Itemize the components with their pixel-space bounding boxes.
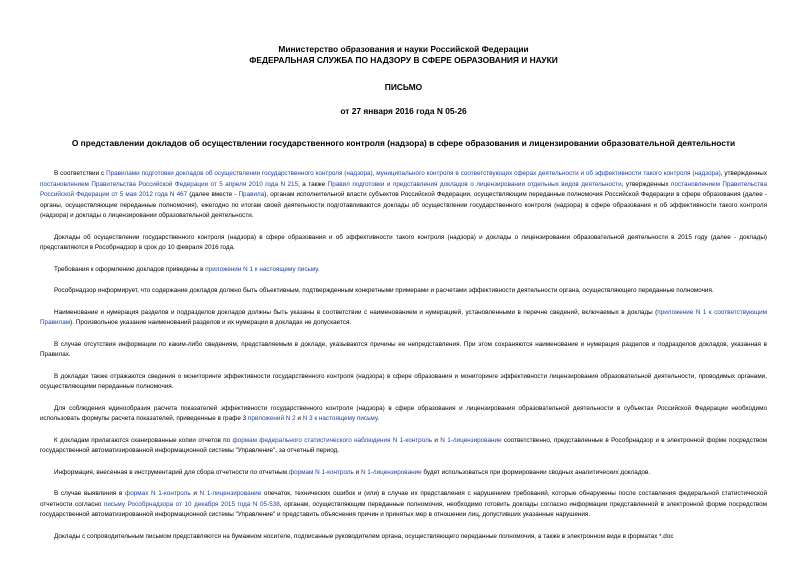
paragraph-text: и <box>190 490 200 497</box>
paragraph <box>40 233 767 254</box>
document-body <box>40 169 767 542</box>
paragraph <box>40 286 767 297</box>
paragraph-text: соответственно, представленные в Рособрнадзор и в электронной форме посредством государственной автоматизированной информационной системы "Управление", за отчетный период. <box>40 436 768 454</box>
paragraph <box>40 436 767 457</box>
document-link[interactable]: N 1-лицензирование <box>360 468 422 476</box>
document-type: ПИСЬМО <box>384 82 423 92</box>
paragraph-text: будет использоваться при формировании сводных аналитических докладов. <box>421 468 651 476</box>
paragraph-text: ). Произвольное указание наименований разделов и их нумерации в докладах не допускается. <box>70 319 352 326</box>
paragraph-text: , органам, осуществляющим переданные полномочия, необходимо готовить доклады согласно информации представленной в электронной форме посредством государственной автоматизированной информационной системы "Управление" и представить объяснения причин и принятых мер в отношении лиц, допустивших указанные нарушения. <box>40 500 767 518</box>
paragraph-text: В докладах также отражаются сведения о мониторинге эффективности государственного контроля (надзора) в сфере образования и мониторинге эффективности лицензирования образовательной деятельности, проводимых органами, осуществляющими переданные полномочия. <box>40 372 767 390</box>
document-link[interactable]: Правила <box>238 191 265 198</box>
paragraph-text: Информация, внесенная в инструментарий для сбора отчетности по отчетным <box>54 468 289 476</box>
paragraph <box>40 532 767 543</box>
document-link[interactable]: N 1-лицензирование <box>199 490 262 497</box>
document-link[interactable]: N 1-лицензирование <box>440 436 502 444</box>
paragraph-text: Рособрнадзор информирует, что содержание докладов должно быть объективным, подтвержденным конкретными примерами и расчетами эффективности деятельности органа, осуществляющего переданные полномочия. <box>54 287 714 294</box>
paragraph-text: , утвержденных <box>720 170 767 177</box>
document-header <box>40 44 767 117</box>
paragraph-text: Требования к оформлению докладов приведены в <box>54 265 206 273</box>
document-link[interactable]: письму Рособрнадзора от 10 декабря 2015 года N 05-538 <box>103 500 280 508</box>
paragraph-text: опечаток, технических ошибок и (или) в случае их представления с нарушением требований, которые обнаружены после составления федеральной статистической отчетности согласно <box>40 490 767 508</box>
paragraph-text: Для соблюдения единообразия расчета показателей эффективности государственного контроля (надзора) в сфере образования и лицензирования образовательной деятельности в субъектах Российской Федерации необходимо использовать формулы расчета показателей, приведенные в графе 3 <box>40 404 767 422</box>
paragraph <box>40 489 767 521</box>
paragraph-text: и <box>432 436 441 444</box>
service-name: ФЕДЕРАЛЬНАЯ СЛУЖБА ПО НАДЗОРУ В СФЕРЕ ОБРАЗОВАНИЯ И НАУКИ <box>249 55 558 65</box>
document-link[interactable]: формах N 1-контроль <box>125 490 191 497</box>
paragraph-text: , утвержденных <box>621 180 672 188</box>
paragraph-text: В случае выявления в <box>54 490 126 497</box>
paragraph <box>40 265 767 276</box>
paragraph-text: К докладам прилагаются сканированные копии отчетов по <box>54 436 233 444</box>
document-link[interactable]: формам N 1-контроль <box>288 468 354 476</box>
paragraph-text: Наименование и нумерация разделов и подразделов докладов должны быть указаны в соответствии с наименованием и нумерацией, установленными в перечне сведений, включаемых в доклады ( <box>54 308 658 316</box>
document-link[interactable]: N 3 к настоящему письму <box>302 415 378 422</box>
paragraph-text: . <box>377 415 380 422</box>
paragraph <box>40 308 767 329</box>
paragraph-text: В случае отсутствия информации по каким-либо сведениям, представляемым в докладе, указываются причины ее непредставления. При этом сохраняются наименование и нумерация разделов и подразделов докладов, указанная в Правилах. <box>40 340 767 358</box>
document-link[interactable]: Правил подготовки и представления докладов о лицензировании отдельных видов деятельности <box>327 180 622 188</box>
document-link[interactable]: Правилами подготовки докладов об осуществлении государственного контроля (надзора), муниципального контроля в соответствующих сферах деятельности и об эффективности такого контроля (надзора) <box>106 170 721 177</box>
paragraph-text: В соответствии с <box>54 170 107 177</box>
paragraph-text: Доклады с сопроводительным письмом представляются на бумажном носителе, подписанные руководителем органа, осуществляющего переданные полномочия, а также в электронном виде в форматах *.doc <box>54 532 674 540</box>
paragraph <box>40 169 767 222</box>
paragraph <box>40 340 767 361</box>
document-link[interactable]: приложений N 2 <box>247 415 296 422</box>
paragraph-text: Доклады об осуществлении государственного контроля (надзора) в сфере образования и об эффективности такого контроля (надзора) и доклады о лицензировании образовательной деятельности в 2015 году (далее - доклады) представляются в Рособрнадзор в срок до 10 февраля 2016 года. <box>40 233 767 251</box>
paragraph <box>40 372 767 393</box>
paragraph-text: и <box>353 468 361 476</box>
document-link[interactable]: приложение N 1 к соответствующим Правилам <box>40 308 767 326</box>
paragraph-text: (далее вместе - <box>187 191 239 198</box>
document-link[interactable]: приложении N 1 к настоящему письму <box>205 265 318 273</box>
ministry-name: Министерство образования и науки Российской Федерации <box>278 44 529 54</box>
paragraph-text: . <box>317 265 320 273</box>
paragraph-text: ), органам исполнительной власти субъектов Российской Федерации, осуществляющим переданные полномочия Российской Федерации в сфере образования (далее - органы, осуществляющие переданные полномочия), ежегодно по итогам своей деятельности подготавливаются доклады об осуществлении государственного контроля (надзора) в сфере образования и об эффективности такого контроля (надзора) и доклады о лицензировании образовательной деятельности. <box>40 191 767 219</box>
paragraph <box>40 404 767 425</box>
paragraph-text: и <box>295 415 303 422</box>
document-link[interactable]: постановлением Правительства Российской Федерации от 5 мая 2012 года N 467 <box>40 180 767 198</box>
document-date: от 27 января 2016 года N 05-26 <box>340 106 467 116</box>
document-link[interactable]: формам федерального статистического наблюдения N 1-контроль <box>232 436 433 444</box>
paragraph <box>40 468 767 479</box>
document-subject: О представлении докладов об осуществлении государственного контроля (надзора) в сфере образования и лицензировании образовательной деятельности <box>71 138 736 148</box>
paragraph-text: , а также <box>298 180 328 188</box>
document-link[interactable]: постановлением Правительства Российской Федерации от 5 апреля 2010 года N 215 <box>40 180 299 188</box>
